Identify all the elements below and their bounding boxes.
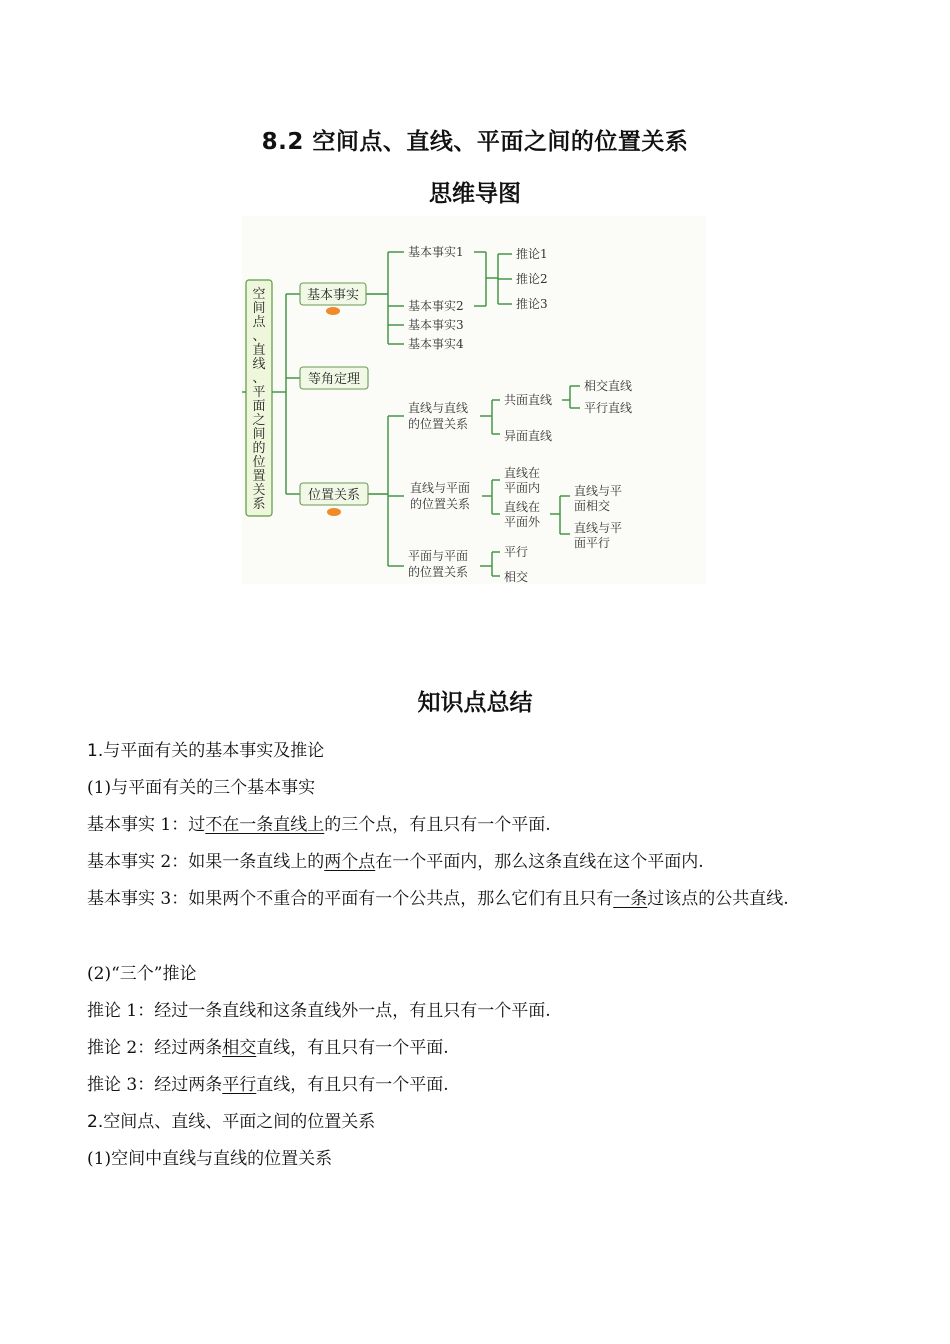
svg-text:基本事实3: 基本事实3: [408, 318, 464, 332]
equal-angle-label: 等角定理: [307, 372, 361, 387]
svg-text:共面直线: 共面直线: [504, 393, 553, 407]
svg-text:系: 系: [252, 497, 266, 512]
svg-text:间: 间: [252, 427, 266, 442]
svg-text:线: 线: [252, 357, 266, 372]
svg-text:平面与平面: 平面与平面: [408, 549, 469, 563]
svg-text:点: 点: [252, 315, 266, 330]
fact-2: 基本事实 2：如果一条直线上的两个点在一个平面内，那么这条直线在这个平面内.: [87, 852, 704, 872]
svg-text:置: 置: [252, 469, 266, 484]
svg-text:直线在: 直线在: [504, 466, 541, 480]
corollary-3: 推论 3：经过两条平行直线，有且只有一个平面.: [87, 1075, 449, 1095]
svg-text:平面外: 平面外: [504, 515, 541, 529]
svg-text:推论2: 推论2: [516, 272, 548, 286]
svg-text:基本事实1: 基本事实1: [408, 245, 464, 259]
mindmap-heading: 思维导图: [429, 181, 521, 207]
summary-heading: 知识点总结: [417, 690, 533, 716]
svg-text:空: 空: [252, 287, 266, 302]
corollary-1: 推论 1：经过一条直线和这条直线外一点，有且只有一个平面.: [87, 1001, 551, 1021]
svg-text:平: 平: [252, 385, 266, 400]
svg-text:直: 直: [252, 343, 266, 358]
root-label: [252, 286, 266, 512]
svg-text:平面内: 平面内: [504, 481, 541, 495]
section-1-sub-2: (2)“三个”推论: [87, 964, 197, 984]
svg-text:的位置关系: 的位置关系: [408, 417, 469, 431]
svg-text:直线与平面: 直线与平面: [410, 481, 471, 495]
svg-text:异面直线: 异面直线: [504, 429, 553, 443]
svg-text:、: 、: [252, 371, 266, 386]
svg-text:的位置关系: 的位置关系: [408, 565, 469, 579]
svg-text:面平行: 面平行: [574, 536, 611, 550]
mindmap-figure: [242, 216, 706, 584]
corollary-2: 推论 2：经过两条相交直线，有且只有一个平面.: [87, 1038, 449, 1058]
svg-text:直线与平: 直线与平: [574, 484, 623, 498]
svg-text:推论1: 推论1: [516, 247, 548, 261]
svg-text:关: 关: [252, 483, 266, 498]
document-title: 8.2 空间点、直线、平面之间的位置关系: [261, 129, 689, 155]
svg-text:位: 位: [252, 455, 266, 470]
svg-text:平行直线: 平行直线: [584, 401, 633, 415]
section-1-title: 1.与平面有关的基本事实及推论: [87, 741, 325, 761]
svg-text:直线在: 直线在: [504, 500, 541, 514]
svg-text:面相交: 面相交: [574, 499, 611, 513]
svg-text:间: 间: [252, 301, 266, 316]
svg-text:的: 的: [252, 441, 266, 456]
basic-facts-badge: [326, 307, 340, 315]
svg-text:之: 之: [252, 413, 266, 428]
position-badge: [327, 508, 341, 516]
svg-text:基本事实4: 基本事实4: [408, 337, 464, 351]
svg-text:、: 、: [252, 329, 266, 344]
position-label: 位置关系: [307, 488, 361, 503]
mindmap: [242, 216, 706, 584]
fact-3: 基本事实 3：如果两个不重合的平面有一个公共点，那么它们有且只有一条过该点的公共直线.: [87, 889, 789, 909]
svg-text:直线与平: 直线与平: [574, 521, 623, 535]
svg-text:相交直线: 相交直线: [584, 379, 633, 393]
fact-1: 基本事实 1：过不在一条直线上的三个点，有且只有一个平面.: [87, 815, 551, 835]
section-2-title: 2.空间点、直线、平面之间的位置关系: [87, 1112, 376, 1132]
svg-text:直线与直线: 直线与直线: [408, 401, 469, 415]
basic-facts-label: 基本事实: [306, 288, 360, 303]
svg-text:相交: 相交: [504, 570, 529, 584]
svg-text:基本事实2: 基本事实2: [408, 299, 464, 313]
section-1-sub-1: (1)与平面有关的三个基本事实: [87, 778, 316, 798]
svg-text:推论3: 推论3: [516, 297, 548, 311]
svg-text:面: 面: [252, 399, 266, 414]
svg-text:平行: 平行: [504, 545, 529, 559]
svg-text:的位置关系: 的位置关系: [410, 497, 471, 511]
section-2-sub-1: (1)空间中直线与直线的位置关系: [87, 1149, 333, 1169]
